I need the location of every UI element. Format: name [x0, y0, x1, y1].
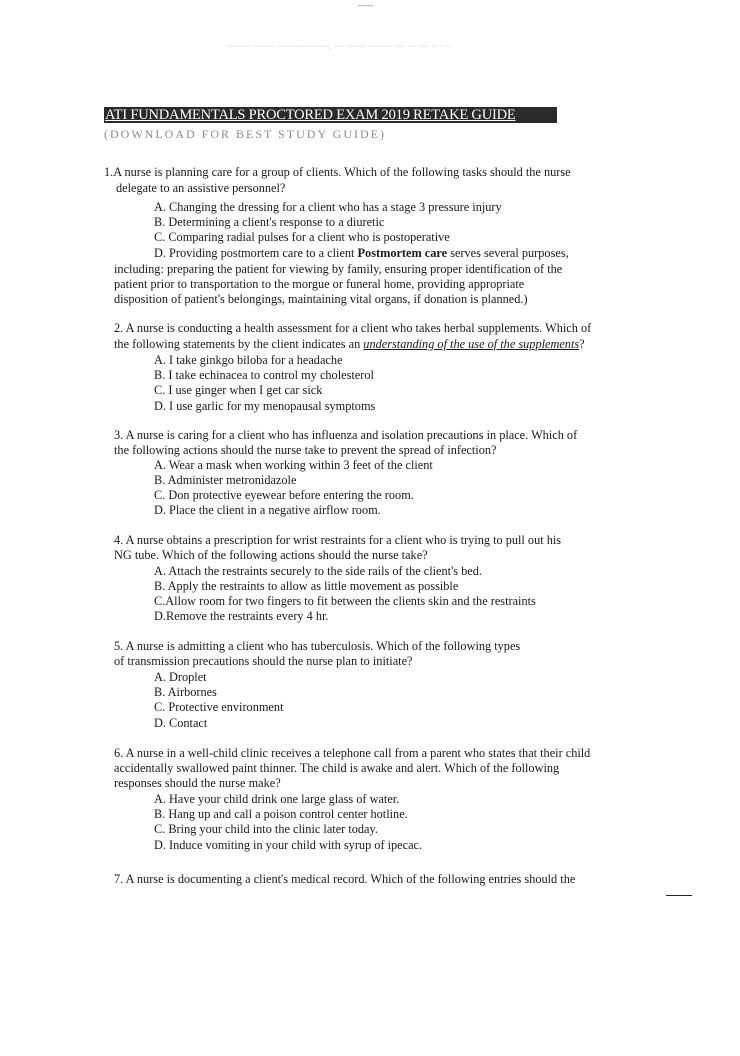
- option-a: A. I take ginkgo biloba for a headache: [154, 353, 343, 367]
- option-d: D. Place the client in a negative airflow room.: [154, 503, 381, 517]
- question-stem-line: 4. A nurse obtains a prescription for wrist restraints for a client who is trying to pull out his: [114, 533, 562, 547]
- scan-speck: -----: [358, 0, 373, 10]
- option-d: D. I use garlic for my menopausal symptoms: [154, 399, 376, 413]
- option-c: C. Protective environment: [154, 700, 284, 714]
- option-c: C. Don protective eyewear before entering the room.: [154, 488, 414, 502]
- option-c: C.Allow room for two fingers to fit between the clients skin and the restraints: [154, 594, 536, 608]
- option-a: A. Droplet: [154, 670, 207, 684]
- question-stem-line: responses should the nurse make?: [114, 776, 281, 790]
- option-a: A. Changing the dressing for a client who has a stage 3 pressure injury: [154, 200, 502, 214]
- stem-text: the following statements by the client indicates an: [114, 337, 361, 351]
- question-stem-line: 5. A nurse is admitting a client who has tuberculosis. Which of the following types: [114, 639, 521, 653]
- option-b: B. Administer metronidazole: [154, 473, 297, 487]
- option-b: B. Airbornes: [154, 685, 217, 699]
- option-d: D.Remove the restraints every 4 hr.: [154, 609, 329, 623]
- margin-dash: [666, 895, 692, 896]
- rationale-line: patient prior to transportation to the morgue or funeral home, providing appropriate: [114, 277, 525, 291]
- question-stem-line: [114, 337, 585, 352]
- stem-underlined-text: understanding of the use of the supplements: [363, 337, 580, 351]
- option-d: D. Induce vomiting in your child with syrup of ipecac.: [154, 838, 423, 852]
- option-c: C. Comparing radial pulses for a client who is postoperative: [154, 230, 450, 244]
- document-subtitle: (DOWNLOAD FOR BEST STUDY GUIDE): [104, 127, 386, 141]
- question-stem-line: of transmission precautions should the nurse plan to initiate?: [114, 654, 413, 668]
- option-c: C. I use ginger when I get car sick: [154, 383, 323, 397]
- answer-option-text: D. Providing postmortem care to a client: [154, 246, 355, 260]
- rationale-line: including: preparing the patient for viewing by family, ensuring proper identification of the: [114, 262, 563, 276]
- option-b: B. I take echinacea to control my cholesterol: [154, 368, 374, 382]
- question-stem-line: the following actions should the nurse take to prevent the spread of infection?: [114, 443, 497, 457]
- option-c: C. Bring your child into the clinic later today.: [154, 822, 378, 836]
- answer-rest: serves several purposes,: [450, 246, 569, 260]
- question-stem-line: delegate to an assistive personnel?: [116, 181, 286, 195]
- question-stem-line: 7. A nurse is documenting a client's medical record. Which of the following entries should the: [114, 872, 576, 886]
- option-d-answer: [154, 246, 569, 261]
- option-b: B. Apply the restraints to allow as little movement as possible: [154, 579, 459, 593]
- faint-bleed-text: ~~~~~ ~~~~ ~~~~~~~~~~~, ~~ ~~~~ ~~~~~ ~~ ~~ ~~ ~ ~ ~: [228, 42, 452, 51]
- option-a: A. Attach the restraints securely to the side rails of the client's bed.: [154, 564, 482, 578]
- question-stem-line: accidentally swallowed paint thinner. The child is awake and alert. Which of the following: [114, 761, 560, 775]
- answer-keyword: Postmortem care: [357, 246, 448, 260]
- question-stem-line: 1.A nurse is planning care for a group of clients. Which of the following tasks should the nurse: [104, 165, 571, 179]
- rationale-line: disposition of patient's belongings, maintaining vital organs, if donation is planned.): [114, 292, 528, 306]
- option-b: B. Hang up and call a poison control center hotline.: [154, 807, 408, 821]
- question-stem-line: NG tube. Which of the following actions should the nurse take?: [114, 548, 428, 562]
- option-a: A. Have your child drink one large glass of water.: [154, 792, 400, 806]
- question-stem-line: 6. A nurse in a well-child clinic receives a telephone call from a parent who states that their child: [114, 746, 591, 760]
- option-b: B. Determining a client's response to a diuretic: [154, 215, 385, 229]
- option-d: D. Contact: [154, 716, 208, 730]
- question-stem-line: 3. A nurse is caring for a client who has influenza and isolation precautions in place. Which of: [114, 428, 578, 442]
- document-title: ATI FUNDAMENTALS PROCTORED EXAM 2019 RETAKE GUIDE: [104, 107, 557, 123]
- question-stem-line: 2. A nurse is conducting a health assessment for a client who takes herbal supplements. Which of: [114, 321, 592, 335]
- option-a: A. Wear a mask when working within 3 feet of the client: [154, 458, 433, 472]
- stem-text-end: ?: [579, 337, 585, 351]
